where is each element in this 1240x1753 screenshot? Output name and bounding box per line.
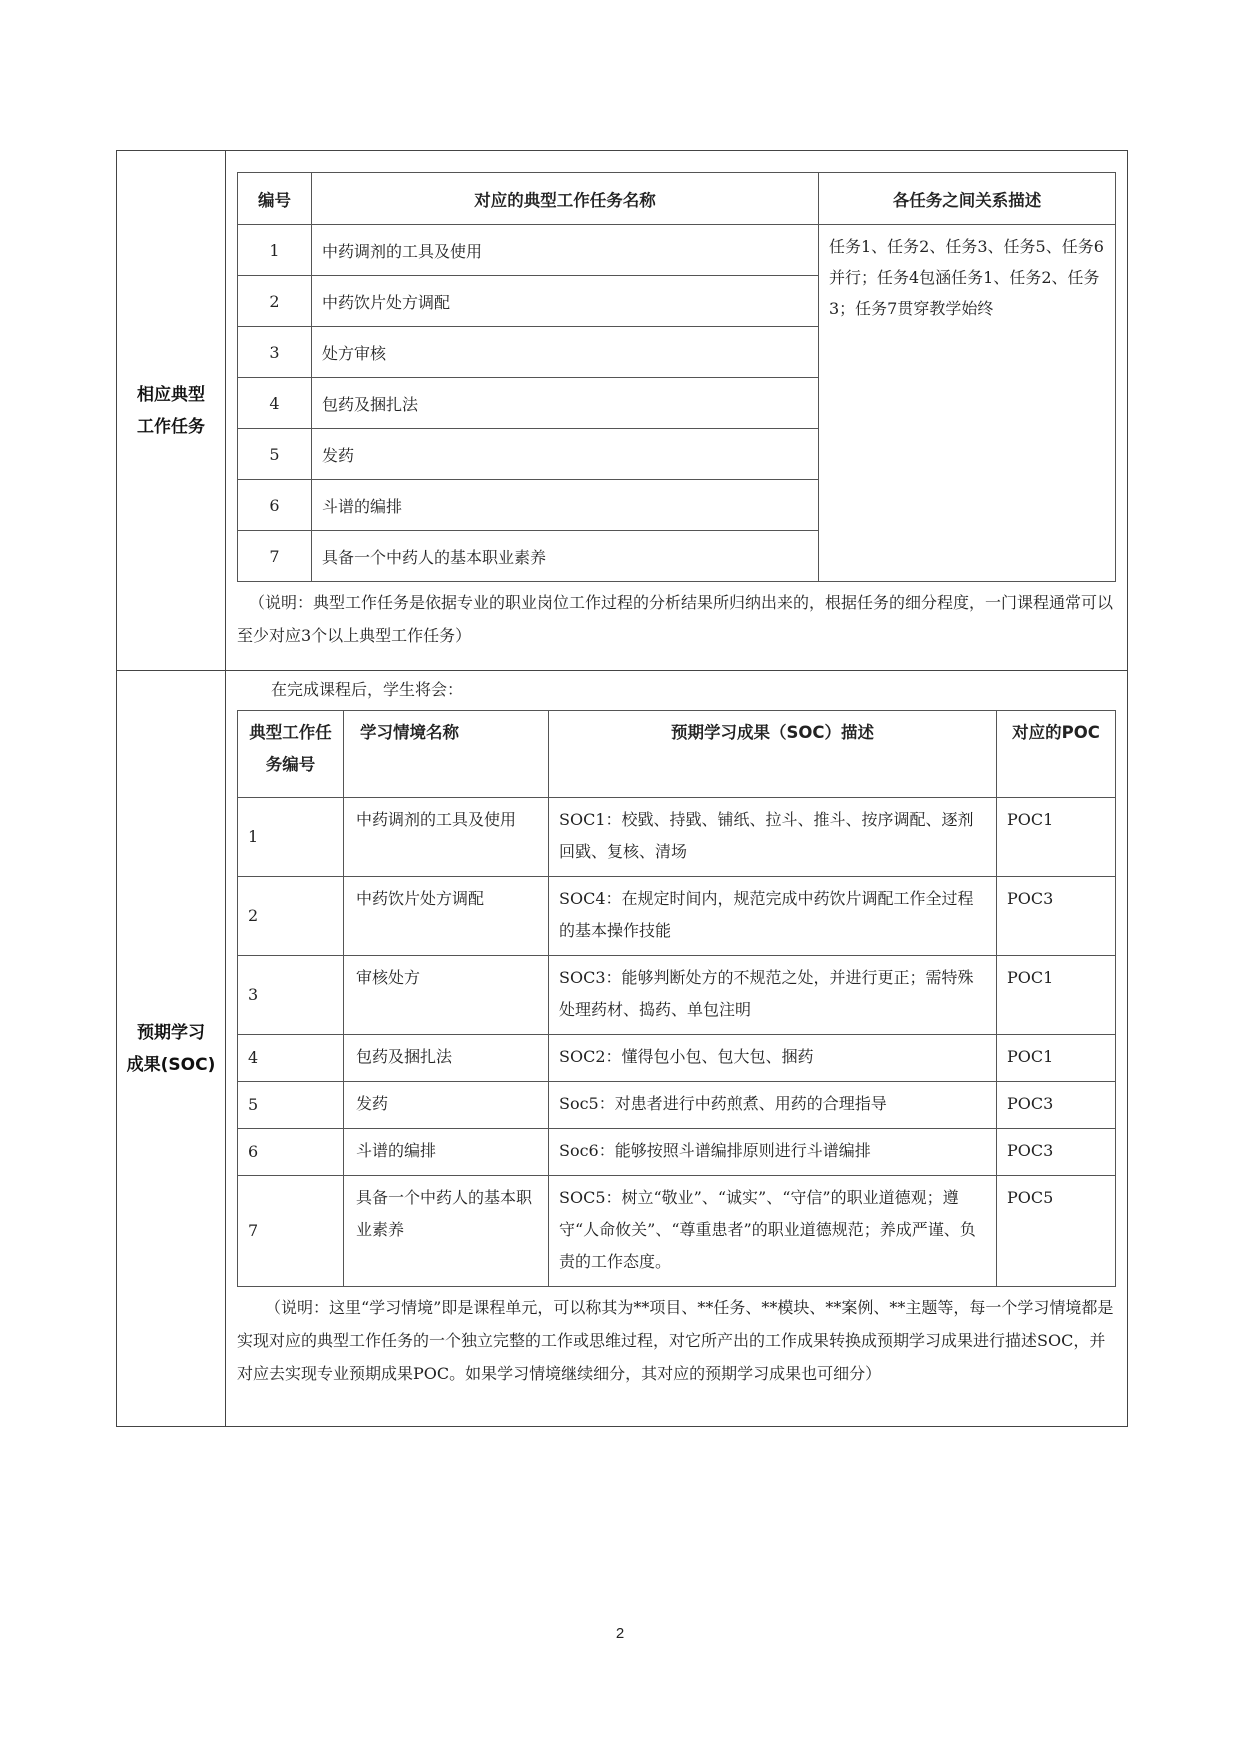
expected-outcomes-table [237, 710, 1116, 1287]
task-number: 7 [238, 1176, 344, 1287]
task-number: 7 [238, 531, 312, 582]
outcomes-intro: 在完成课程后，学生将会： [271, 680, 464, 699]
soc-description: SOC1：校戥、持戥、铺纸、拉斗、推斗、按序调配、逐剂回戥、复核、清场 [549, 798, 997, 877]
task-number: 1 [238, 225, 312, 276]
column-header: 编号 [238, 173, 312, 225]
typical-tasks-note: （说明：典型工作任务是依据专业的职业岗位工作过程的分析结果所归纳出来的，根据任务的细分程度，一门课程通常可以至少对应3个以上典型工作任务） [237, 593, 1114, 645]
table-row [238, 1176, 1116, 1287]
label-line: 预期学习 [137, 1022, 205, 1043]
label-line: 工作任务 [137, 416, 205, 437]
outcomes-note: （说明：这里“学习情境”即是课程单元，可以称其为**项目、**任务、**模块、**案例、**主题等，每一个学习情境都是实现对应的典型工作任务的一个独立完整的工作或思维过程，对它所产出的工作成果转换成预期学习成果进行描述SOC，并对应去实现专业预期成果POC。如果学习情境继续细分，其对应的预期学习成果也可细分） [237, 1298, 1114, 1383]
poc-code: POC5 [997, 1176, 1116, 1287]
table-row [238, 1035, 1116, 1082]
column-header: 预期学习成果（SOC）描述 [549, 711, 997, 798]
poc-code: POC1 [997, 956, 1116, 1035]
task-number: 5 [238, 1082, 344, 1129]
task-number: 2 [238, 276, 312, 327]
task-relation-description: 任务1、任务2、任务3、任务5、任务6并行；任务4包涵任务1、任务2、任务3；任务7贯穿教学始终 [819, 225, 1116, 582]
task-name: 包药及捆扎法 [312, 378, 819, 429]
task-number: 3 [238, 956, 344, 1035]
poc-code: POC3 [997, 877, 1116, 956]
column-header: 典型工作任务编号 [238, 711, 344, 798]
task-name: 斗谱的编排 [312, 480, 819, 531]
task-number: 6 [238, 480, 312, 531]
task-name: 具备一个中药人的基本职业素养 [312, 531, 819, 582]
task-name: 发药 [312, 429, 819, 480]
section-label-typical-tasks [117, 151, 226, 671]
table-row [238, 798, 1116, 877]
task-number: 4 [238, 378, 312, 429]
section-content-typical-tasks [226, 151, 1128, 671]
section-typical-tasks [117, 151, 1128, 671]
soc-description: Soc5：对患者进行中药煎煮、用药的合理指导 [549, 1082, 997, 1129]
task-name: 中药饮片处方调配 [312, 276, 819, 327]
task-number: 5 [238, 429, 312, 480]
table-row [238, 225, 1116, 276]
poc-code: POC1 [997, 798, 1116, 877]
label-line: 成果(SOC) [126, 1054, 216, 1075]
learning-situation: 中药饮片处方调配 [344, 877, 549, 956]
table-row [238, 1082, 1116, 1129]
column-header: 学习情境名称 [344, 711, 549, 798]
task-number: 6 [238, 1129, 344, 1176]
page-number: 2 [615, 1625, 625, 1642]
poc-code: POC1 [997, 1035, 1116, 1082]
table-row [238, 877, 1116, 956]
table-header-row [238, 173, 1116, 225]
soc-description: SOC4：在规定时间内，规范完成中药饮片调配工作全过程的基本操作技能 [549, 877, 997, 956]
task-number: 4 [238, 1035, 344, 1082]
table-row [238, 1129, 1116, 1176]
task-number: 3 [238, 327, 312, 378]
task-name: 处方审核 [312, 327, 819, 378]
task-number: 1 [238, 798, 344, 877]
learning-situation: 具备一个中药人的基本职业素养 [344, 1176, 549, 1287]
section-content-expected-outcomes [226, 671, 1128, 1427]
column-header: 对应的典型工作任务名称 [312, 173, 819, 225]
learning-situation: 斗谱的编排 [344, 1129, 549, 1176]
label-line: 相应典型 [137, 384, 205, 405]
table-row [238, 956, 1116, 1035]
soc-description: SOC3：能够判断处方的不规范之处，并进行更正；需特殊处理药材、捣药、单包注明 [549, 956, 997, 1035]
section-expected-outcomes [117, 671, 1128, 1427]
section-label-expected-outcomes [117, 671, 226, 1427]
poc-code: POC3 [997, 1129, 1116, 1176]
soc-description: SOC2：懂得包小包、包大包、捆药 [549, 1035, 997, 1082]
learning-situation: 中药调剂的工具及使用 [344, 798, 549, 877]
task-number: 2 [238, 877, 344, 956]
learning-situation: 审核处方 [344, 956, 549, 1035]
column-header: 对应的POC [997, 711, 1116, 798]
course-outline-table [116, 150, 1128, 1427]
soc-description: SOC5：树立“敬业”、“诚实”、“守信”的职业道德观；遵守“人命攸关”、“尊重患者”的职业道德规范；养成严谨、负责的工作态度。 [549, 1176, 997, 1287]
soc-description: Soc6：能够按照斗谱编排原则进行斗谱编排 [549, 1129, 997, 1176]
task-name: 中药调剂的工具及使用 [312, 225, 819, 276]
column-header: 各任务之间关系描述 [819, 173, 1116, 225]
learning-situation: 发药 [344, 1082, 549, 1129]
learning-situation: 包药及捆扎法 [344, 1035, 549, 1082]
poc-code: POC3 [997, 1082, 1116, 1129]
typical-tasks-table [237, 172, 1116, 582]
table-header-row [238, 711, 1116, 798]
